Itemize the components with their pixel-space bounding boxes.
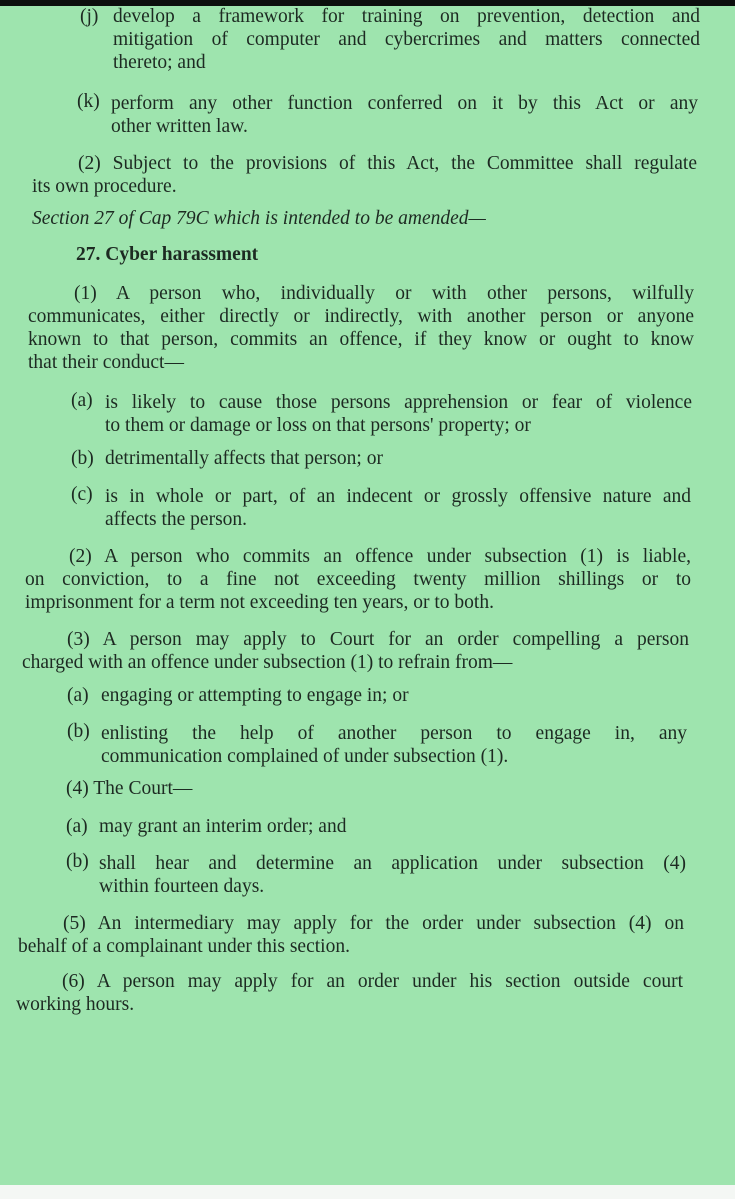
subsection-2 <box>25 545 691 614</box>
text-line: develop a framework for training on prevention, detection and <box>113 6 700 27</box>
text-line: charged with an offence under subsection (1) to refrain from— <box>22 652 513 673</box>
text-line: thereto; and <box>113 52 206 73</box>
text-line: detrimentally affects that person; or <box>105 448 383 469</box>
text-line: engaging or attempting to engage in; or <box>101 685 409 706</box>
text-line: its own procedure. <box>32 176 177 197</box>
text-line: affects the person. <box>105 509 248 530</box>
subsection-1-a-text <box>105 391 692 437</box>
item-label: (b) <box>66 851 89 872</box>
text-line: (3) A person may apply to Court for an order compelling a person <box>67 629 689 650</box>
subsection-1-b-label <box>71 447 94 470</box>
item-label: (a) <box>67 685 89 706</box>
text-line: known to that person, commits an offence, if they know or ought to know <box>28 329 694 350</box>
text-line: shall hear and determine an application under subsection (4) <box>99 853 686 874</box>
section-heading <box>76 243 258 266</box>
item-label: (b) <box>71 448 94 469</box>
text-line: on conviction, to a fine not exceeding twenty million shillings or to <box>25 569 691 590</box>
text-line: is in whole or part, of an indecent or grossly offensive nature and <box>105 486 691 507</box>
paragraph-2 <box>32 152 697 198</box>
subsection-6 <box>16 970 683 1016</box>
text-line: to them or damage or loss on that persons' property; or <box>105 415 531 436</box>
item-label: (b) <box>67 721 90 742</box>
subsection-1-c-text <box>105 485 691 531</box>
section-note-text: Section 27 of Cap 79C which is intended to be amended— <box>32 208 486 229</box>
item-k-label: (k) <box>77 91 100 112</box>
text-line: is likely to cause those persons apprehension or fear of violence <box>105 392 692 413</box>
text-line: that their conduct— <box>28 352 184 373</box>
item-j-label: (j) <box>80 6 99 27</box>
text-line: enlisting the help of another person to engage in, any <box>101 723 687 744</box>
text-line: mitigation of computer and cybercrimes and matters connected <box>113 29 700 50</box>
text-line: communicates, either directly or indirectly, with another person or anyone <box>28 306 694 327</box>
subsection-3-a-text <box>101 684 409 707</box>
item-j-text <box>113 5 700 74</box>
subsection-4-b-label <box>66 850 89 873</box>
text-line: within fourteen days. <box>99 876 265 897</box>
text-line: (2) Subject to the provisions of this Act, the Committee shall regulate <box>78 153 697 174</box>
item-label: (a) <box>66 816 88 837</box>
subsection-1-c-label <box>71 483 93 506</box>
subsection-1-b-text <box>105 447 383 470</box>
subsection-3-a-label <box>67 684 89 707</box>
text-line: perform any other function conferred on it by this Act or any <box>111 93 698 114</box>
subsection-3-b-text <box>101 722 687 768</box>
item-label: (a) <box>71 390 93 411</box>
subsection-4-a-text <box>99 815 346 838</box>
section-note <box>32 207 486 230</box>
text-line: (2) A person who commits an offence under subsection (1) is liable, <box>69 546 691 567</box>
item-k-text <box>111 92 698 138</box>
text-line: (4) The Court— <box>66 778 193 799</box>
text-line: (1) A person who, individually or with other persons, wilfully <box>74 283 694 304</box>
text-line: imprisonment for a term not exceeding ten years, or to both. <box>25 592 494 613</box>
subsection-4-b-text <box>99 852 686 898</box>
text-line: (6) A person may apply for an order under his section outside court <box>62 971 683 992</box>
text-line: (5) An intermediary may apply for the order under subsection (4) on <box>63 913 684 934</box>
subsection-3-b-label <box>67 720 90 743</box>
text-line: working hours. <box>16 994 135 1015</box>
subsection-5 <box>18 912 684 958</box>
subsection-4 <box>66 777 192 800</box>
text-line: behalf of a complainant under this section. <box>18 936 350 957</box>
item-label: (c) <box>71 484 93 505</box>
text-line: communication complained of under subsection (1). <box>101 746 509 767</box>
subsection-1 <box>28 282 694 374</box>
subsection-4-a-label <box>66 815 88 838</box>
text-line: other written law. <box>111 116 248 137</box>
text-line: may grant an interim order; and <box>99 816 347 837</box>
section-heading-text: 27. Cyber harassment <box>76 244 259 265</box>
subsection-3 <box>22 628 689 674</box>
item-k <box>77 90 100 113</box>
subsection-1-a-label <box>71 389 93 412</box>
